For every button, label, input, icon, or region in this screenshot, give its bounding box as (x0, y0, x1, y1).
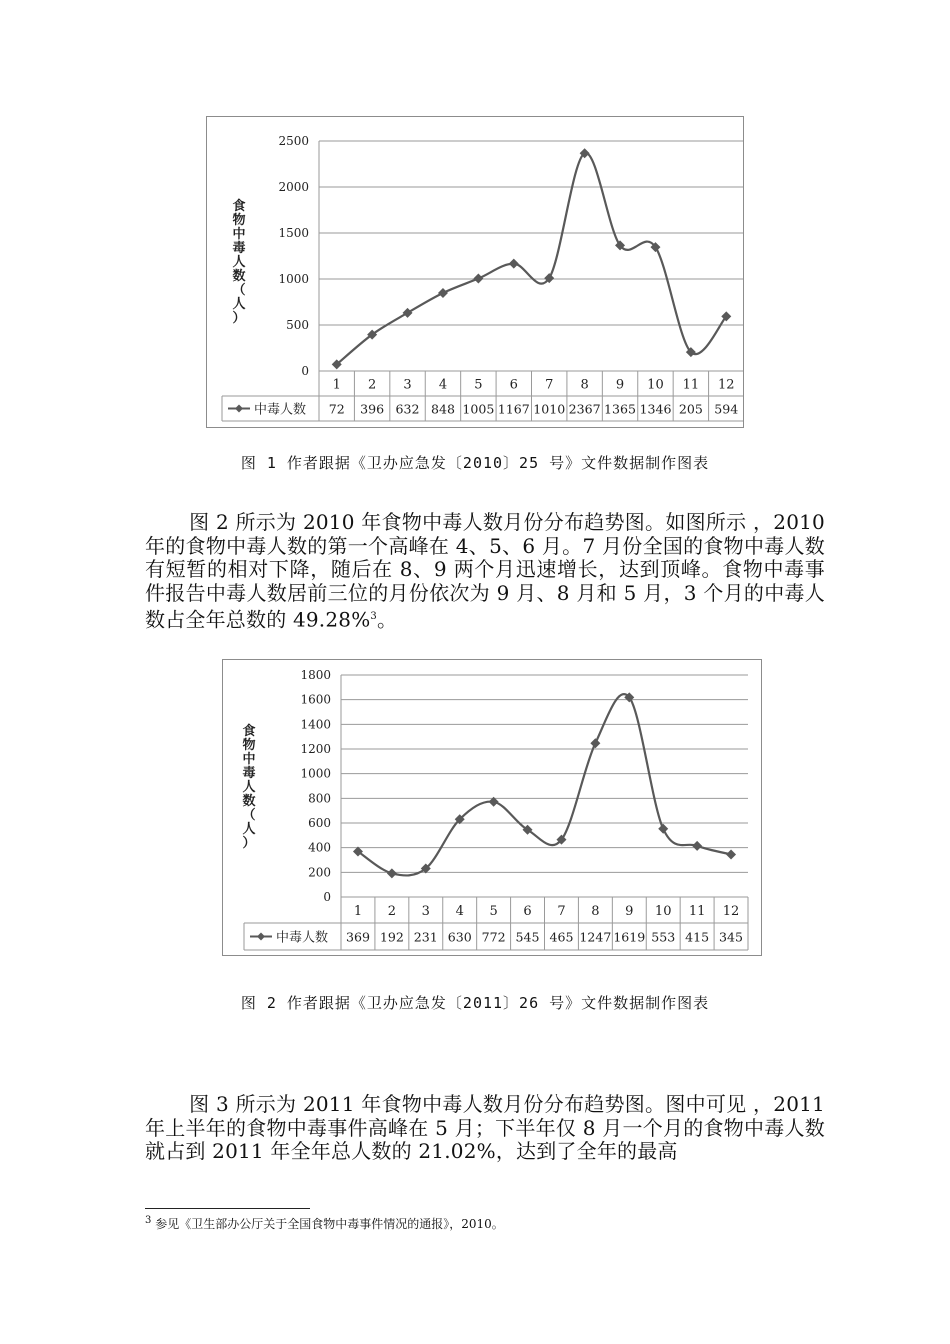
y-tick-label: 400 (308, 840, 331, 855)
x-category-label: 8 (580, 377, 589, 393)
data-table-value: 231 (413, 929, 438, 945)
y-tick-label: 1600 (300, 692, 331, 707)
data-table-value: 630 (447, 929, 472, 945)
x-category-label: 5 (474, 377, 483, 393)
x-category-label: 9 (625, 904, 634, 919)
data-table-value: 594 (714, 401, 739, 417)
x-category-label: 2 (387, 904, 397, 919)
data-point (590, 738, 600, 748)
footnote-mark: 3 (145, 1215, 152, 1226)
data-table-value: 1010 (533, 401, 566, 417)
x-category-label: 11 (688, 904, 706, 919)
data-table-value: 632 (395, 401, 420, 417)
data-table-value: 1346 (639, 401, 672, 417)
x-category-label: 6 (509, 377, 518, 393)
data-table-value: 2367 (568, 401, 601, 417)
data-table-value: 72 (328, 401, 345, 417)
data-table-value: 1247 (579, 929, 612, 945)
chart-2011-svg (223, 660, 761, 955)
x-category-label: 12 (718, 377, 735, 393)
y-tick-label: 1500 (278, 226, 309, 240)
data-table-value: 396 (360, 401, 385, 417)
legend-series-name: 中毒人数 (276, 930, 329, 946)
chart-2010 (206, 116, 744, 428)
data-table-value: 1619 (613, 929, 646, 945)
data-table-value: 1365 (604, 401, 637, 417)
legend-marker (235, 405, 243, 413)
data-table-value: 1167 (497, 401, 530, 417)
x-category-label: 8 (591, 904, 600, 919)
y-tick-label: 0 (323, 890, 331, 904)
x-category-label: 12 (722, 904, 740, 919)
chart-2010-svg (207, 117, 743, 427)
x-category-label: 2 (367, 377, 377, 393)
footnote-divider (145, 1208, 310, 1209)
footnote-text: 参见《卫生部办公厅关于全国食物中毒事件情况的通报》，2010。 (151, 1217, 504, 1231)
data-point (692, 841, 702, 851)
y-tick-label: 1400 (300, 717, 331, 732)
x-category-label: 3 (421, 904, 430, 919)
x-category-label: 9 (615, 377, 625, 393)
data-table-value: 415 (685, 929, 710, 945)
data-point (387, 868, 397, 878)
x-category-label: 1 (353, 904, 363, 919)
data-table-value: 848 (430, 401, 456, 417)
data-point (403, 308, 413, 318)
data-table-value: 545 (515, 929, 540, 945)
data-table-value: 345 (719, 929, 744, 945)
y-tick-label: 200 (308, 865, 331, 880)
paragraph-2011-text: 图 3 所示为 2011 年食物中毒人数月份分布趋势图。图中可见 ，2011 年上半年的食物中毒事件高峰在 5 月；下半年仅 8 月一个月的食物中毒人数就占到 2011 年全年总人数的 21.02%，达到了全年的最高 (145, 1092, 825, 1163)
paragraph-2010-analysis (145, 511, 825, 632)
data-table-value: 772 (481, 929, 506, 945)
data-table-value: 1005 (462, 401, 495, 417)
x-category-label: 7 (545, 377, 554, 393)
y-tick-label: 800 (308, 791, 331, 806)
data-point (438, 288, 448, 298)
x-category-label: 3 (403, 377, 412, 393)
footnote-ref[interactable]: 3 (370, 611, 377, 622)
data-table-value: 192 (379, 929, 404, 945)
data-point (509, 259, 519, 269)
y-tick-label: 2000 (278, 180, 309, 194)
data-table-value: 205 (678, 401, 703, 417)
data-table-value: 369 (345, 929, 371, 945)
y-axis-title: 食物中毒人数（人） (242, 724, 256, 851)
y-tick-label: 500 (286, 318, 309, 332)
y-tick-label: 1000 (300, 766, 331, 781)
x-category-label: 6 (523, 904, 532, 919)
y-tick-label: 0 (301, 364, 309, 378)
chart-2011 (222, 659, 762, 956)
series-line (358, 694, 731, 875)
x-category-label: 1 (332, 377, 341, 393)
y-tick-label: 600 (308, 816, 331, 830)
x-category-label: 5 (489, 904, 498, 919)
x-category-label: 4 (438, 377, 448, 393)
data-point (658, 824, 668, 834)
footnote (145, 1215, 504, 1232)
x-category-label: 10 (654, 904, 672, 919)
x-category-label: 10 (647, 377, 664, 393)
paragraph-2010-text: 图 2 所示为 2010 年食物中毒人数月份分布趋势图。如图所示 ，2010 年的食物中毒人数的第一个高峰在 4、5、6 月。7 月份全国的食物中毒人数有短暂的相对下降，随后在 8、9 两个月迅速增长，达到顶峰。食物中毒事件报告中毒人数居前三位的月份依次为 9 月、8 月和 5 月，3 个月的中毒人数占全年总数的 49.28% (145, 510, 825, 632)
paragraph-2011-analysis (145, 1093, 825, 1164)
x-category-label: 7 (557, 904, 566, 919)
y-axis-title: 食物中毒人数（人） (232, 199, 246, 326)
series-line (337, 153, 727, 364)
data-table-value: 465 (549, 929, 574, 945)
legend-series-name: 中毒人数 (254, 402, 307, 418)
data-point (726, 849, 736, 859)
y-tick-label: 1200 (300, 742, 331, 756)
x-category-label: 11 (682, 377, 700, 393)
y-tick-label: 1000 (278, 272, 309, 286)
x-category-label: 4 (455, 904, 464, 919)
legend-marker (257, 933, 265, 941)
paragraph-2010-end: 。 (376, 607, 398, 632)
y-tick-label: 1800 (300, 668, 331, 682)
data-table-value: 553 (651, 929, 676, 945)
y-tick-label: 2500 (278, 134, 309, 148)
figure-1-caption: 图 1 作者跟据《卫办应急发〔2010〕25 号》文件数据制作图表 (240, 454, 710, 472)
data-point (473, 274, 483, 284)
figure-2-caption: 图 2 作者跟据《卫办应急发〔2011〕26 号》文件数据制作图表 (240, 994, 710, 1012)
